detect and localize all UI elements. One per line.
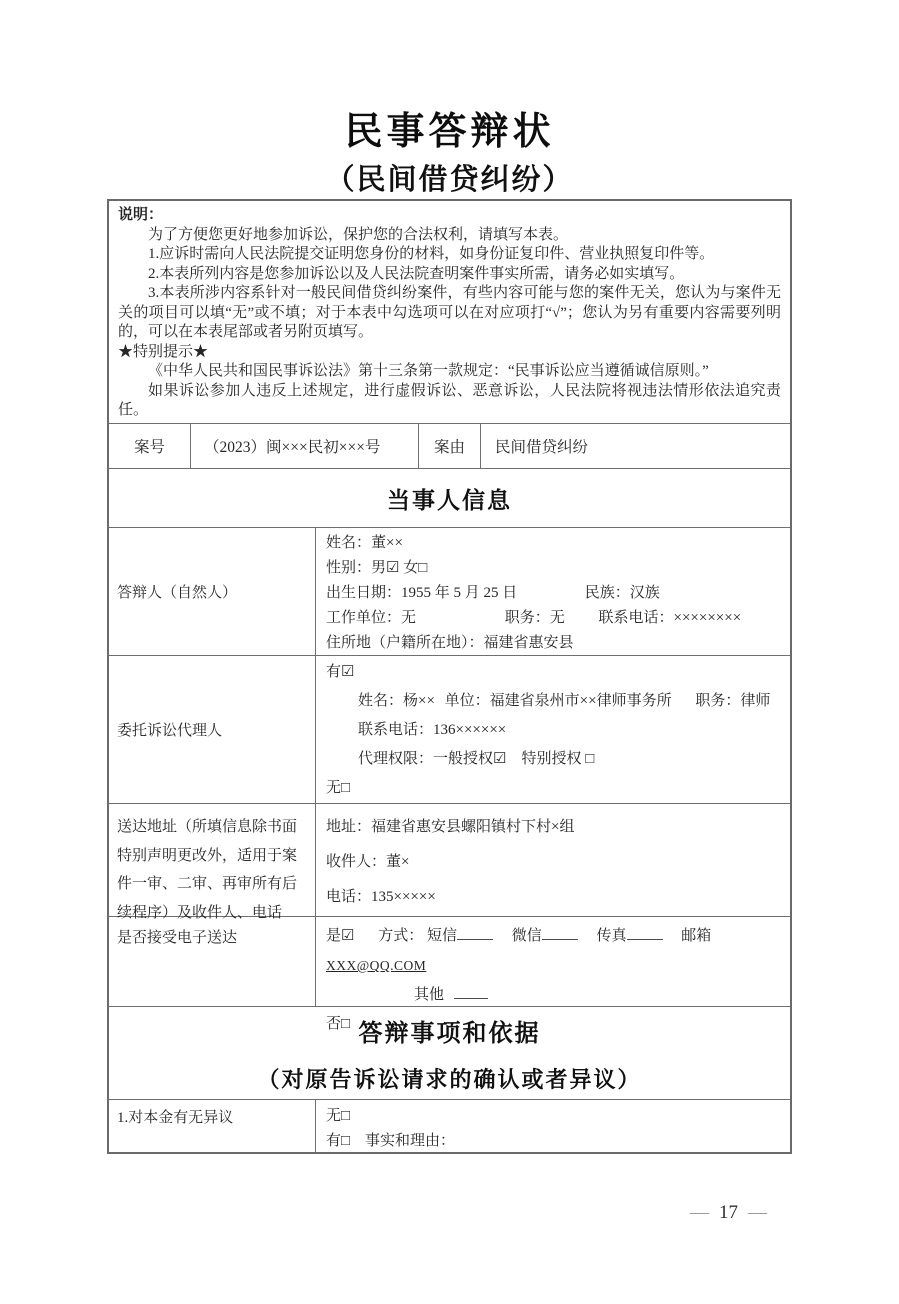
sms-blank-underline	[457, 924, 493, 940]
respondent-birth-date: 出生日期：1955 年 5 月 25 日	[326, 585, 518, 601]
defense-item1-label: 1.对本金有无异议	[109, 1100, 316, 1152]
agent-authority: 代理权限：一般授权☑ 特别授权 □	[358, 751, 595, 767]
service-address-content	[316, 804, 790, 916]
item1-no-checkbox: 无□	[326, 1108, 351, 1124]
other-blank-underline	[454, 983, 488, 999]
notes-item-1: 1.应诉时需向人民法院提交证明您身份的材料，如身份证复印件、营业执照复印件等。	[148, 246, 715, 262]
wechat-blank-underline	[542, 924, 578, 940]
service-address-label: 送达地址（所填信息除书面特别声明更改外，适用于案件一审、二审、再审所有后续程序）及收件人、电话	[109, 804, 316, 916]
agent-content	[316, 656, 790, 803]
electronic-service-row	[109, 916, 790, 1032]
defense-header-subtitle: （对原告诉讼请求的确认或者异议）	[257, 1066, 642, 1092]
page-number	[690, 1202, 767, 1224]
notes-section	[109, 201, 790, 423]
document-subtitle: （民间借贷纠纷）	[325, 164, 574, 196]
agent-none-checkbox: 无□	[326, 780, 351, 796]
yes-checkbox: 是☑	[326, 928, 355, 944]
document-title: 民事答辩状	[344, 111, 555, 153]
agent-unit: 单位：福建省泉州市××律师事务所	[444, 693, 672, 709]
fax-blank-underline	[627, 924, 663, 940]
service-phone: 电话：135×××××	[326, 889, 436, 905]
case-number-row	[109, 423, 790, 468]
notes-item-2: 2.本表所列内容是您参加诉讼以及人民法院查明案件事实所需，请务必如实填写。	[148, 265, 685, 282]
page-number-dash-right: —	[748, 1202, 767, 1223]
service-address-row	[109, 803, 790, 921]
special-notice-heading: ★特别提示★	[118, 343, 209, 360]
respondent-position: 职务：无	[504, 610, 565, 626]
electronic-service-yes-line	[326, 922, 782, 981]
special-notice-law: 《中华人民共和国民事诉讼法》第十三条第一款规定：“民事诉讼应当遵循诚信原则。”	[148, 363, 709, 379]
agent-row	[109, 655, 790, 803]
special-notice-warning: 如果诉讼参加人违反上述规定，进行虚假诉讼、恶意诉讼，人民法院将视违法情形依法追究责任。	[118, 382, 781, 418]
notes-item-3: 3.本表所涉内容系针对一般民间借贷纠纷案件，有些内容可能与您的案件无关，您认为与案件无关的项目可以填“无”或不填；对于本表中勾选项可以在对应项打“√”；您认为另有重要内容需要列明的，可以在本表尾部或者另附页填写。	[118, 285, 781, 340]
case-number-value: （2023）闽×××民初×××号	[191, 424, 419, 468]
no-checkbox: 否□	[326, 1016, 351, 1032]
page-number-dash-left: —	[690, 1202, 709, 1223]
method-sms: 短信	[426, 928, 457, 944]
electronic-service-label: 是否接受电子送达	[109, 917, 316, 1006]
cause-value: 民间借贷纠纷	[495, 439, 589, 456]
respondent-name: 姓名：董××	[326, 535, 403, 551]
respondent-residence: 住所地（户籍所在地）：福建省惠安县	[326, 635, 574, 651]
electronic-service-other-line	[414, 981, 782, 1010]
respondent-label: 答辩人（自然人）	[109, 528, 316, 655]
agent-phone: 联系电话：136××××××	[358, 722, 507, 738]
page-number-value: 17	[719, 1202, 738, 1223]
email-label: 邮箱	[681, 928, 712, 944]
respondent-row	[109, 527, 790, 655]
defense-item1-row	[109, 1099, 790, 1152]
email-value: XXX@QQ.COM	[326, 958, 427, 973]
defense-item1-content	[316, 1100, 790, 1152]
method-label: 方式：	[378, 928, 424, 944]
method-wechat: 微信	[511, 928, 542, 944]
agent-identity-line	[358, 687, 782, 716]
other-label: 其他	[414, 987, 445, 1003]
defense-header-title: 答辩事项和依据	[358, 1019, 541, 1047]
respondent-employer: 工作单位：无	[326, 610, 417, 626]
cause-label: 案由	[419, 424, 481, 468]
service-address-value: 地址：福建省惠安县螺阳镇村下村×组	[326, 819, 575, 835]
agent-name: 姓名：杨××	[358, 693, 435, 709]
item1-yes-checkbox: 有□ 事实和理由：	[326, 1133, 456, 1149]
respondent-gender: 性别：男☑ 女□	[326, 560, 428, 576]
respondent-phone: 联系电话：××××××××	[598, 610, 742, 626]
party-info-header: 当事人信息	[109, 468, 790, 527]
agent-label: 委托诉讼代理人	[109, 656, 316, 803]
notes-intro: 为了方便您更好地参加诉讼，保护您的合法权利，请填写本表。	[148, 226, 569, 243]
respondent-ethnicity: 民族：汉族	[584, 585, 660, 601]
agent-title: 职务：律师	[695, 693, 771, 709]
notes-heading: 说明：	[118, 207, 164, 223]
agent-has-checkbox: 有☑	[326, 664, 355, 680]
electronic-service-content	[316, 917, 790, 1032]
case-number-label: 案号	[109, 424, 191, 468]
method-fax: 传真	[596, 928, 627, 944]
service-recipient: 收件人：董×	[326, 854, 410, 870]
respondent-birth-line	[326, 581, 782, 606]
form-table	[107, 199, 792, 1154]
respondent-content	[316, 528, 790, 655]
respondent-work-line	[326, 606, 782, 631]
